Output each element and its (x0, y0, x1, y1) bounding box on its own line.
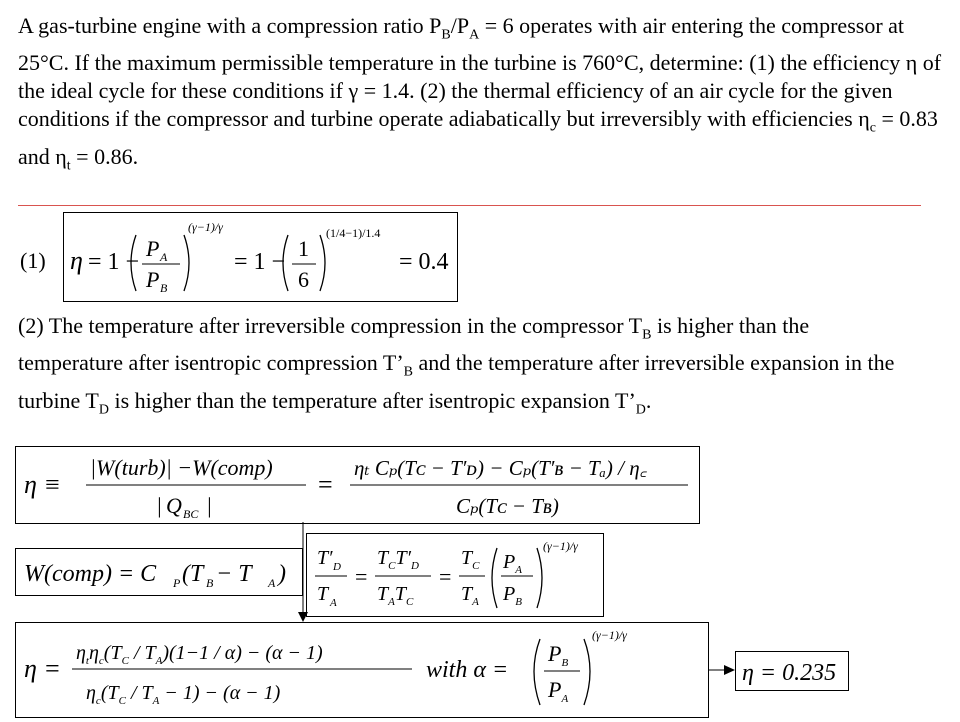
pb-den-sub: B (160, 281, 168, 295)
pb-den: P (146, 267, 160, 292)
wcomp-minus: − T (216, 561, 252, 587)
problem-sub-c: c (869, 120, 876, 136)
one-num: 1 (298, 236, 309, 261)
ratio-tc: $T_C$ (461, 547, 480, 572)
final-expression-box (15, 622, 709, 718)
eff-rnum: ηₜ Cₚ(Tᴄ − T′ᴅ) − Cₚ(T′ʙ − Tₐ) / η꜀ (354, 456, 647, 480)
final-rparen (584, 639, 590, 705)
eff-den-right: | (206, 493, 213, 518)
final-den: $\eta_c(T_C / T_A - 1) - (\alpha - 1)$ (86, 682, 281, 707)
eq3-text: = 0.4 (399, 249, 449, 275)
final-num: $\eta_t\eta_c(T_C / T_A)(1-1 / \alpha) - (\alpha - 1)$ (76, 642, 323, 667)
eta-symbol: η (70, 246, 83, 275)
part2-s1: (2) The temperature after irreversible compression in the compressor T (18, 313, 643, 338)
ratio-td-num: T′ (317, 547, 333, 569)
ratio-exp: (γ−1)/γ (543, 539, 578, 553)
eff-den-sub: BC (183, 507, 199, 521)
ratio-ta: $T_A$ (461, 583, 479, 608)
eff-rden: Cₚ(Tᴄ − Tʙ) (456, 494, 559, 518)
final-eta: η = (24, 654, 61, 683)
wcomp-sub-b: B (206, 576, 214, 590)
final-pb: $P_B$ (548, 641, 569, 669)
down-arrow-head (298, 612, 308, 622)
ratio-pa: $P_A$ (503, 551, 522, 576)
part2-s2: is higher than the temperature after isentropic compression T’ (18, 313, 810, 376)
problem-text-1: A gas-turbine engine with a compression ratio P (18, 13, 442, 38)
eff-den-left: | (156, 493, 163, 518)
problem-sub-t: t (66, 158, 71, 174)
part2-s1-sub: B (642, 327, 652, 343)
eq2-text: = 1 − (234, 249, 286, 275)
ratio-ta-sub: A (330, 597, 337, 609)
result-text: η = 0.235 (742, 660, 837, 686)
ratio-eq-2: = (439, 564, 452, 589)
ratio-ta-den: T (317, 583, 329, 605)
final-pa: $P_A$ (548, 677, 569, 705)
eff-num: |W(turb)| −W(comp) (90, 455, 273, 480)
wcomp-sub-p: P (173, 576, 181, 590)
eff-den-q: Q (166, 493, 182, 518)
problem-text-end: = 0.86. (70, 143, 139, 169)
part2-s3-sub: D (98, 402, 109, 418)
result-box (735, 651, 849, 691)
part2-s3: and the temperature after irreversible expansion in the turbine T (18, 350, 895, 413)
final-exp: (γ−1)/γ (592, 628, 627, 642)
six-den: 6 (298, 267, 309, 292)
exp2: (1/4−1)/1.4 (326, 226, 381, 240)
final-with: with α = (426, 657, 509, 683)
part2-s2-sub: B (403, 364, 414, 380)
result-equation (736, 652, 848, 690)
pa-num-sub: A (160, 250, 168, 264)
problem-text-slash: /P (450, 13, 470, 38)
right-arrow-head (724, 665, 735, 675)
ratio-td-sub: D (333, 561, 341, 573)
problem-sub-B: B (441, 27, 451, 43)
eff-eq: = (318, 470, 333, 499)
problem-sub-A: A (469, 27, 480, 43)
wcomp-sub-a: A (268, 576, 276, 590)
wcomp-text: W(comp) = C (24, 561, 157, 587)
eq1-text: = 1 − (88, 249, 140, 275)
final-lparen (534, 639, 540, 705)
ratio-eq-1: = (355, 564, 368, 589)
part2-s5: . (645, 387, 652, 413)
wcomp-text2: (T (182, 561, 204, 587)
problem-text-rest: = 6 operates with air entering the compressor at 25°C. If the maximum permissible temperature in the turbine is 760°C, determine: (1) the efficiency η of the ideal cycle for these conditions if γ = 1.4. (2) the thermal efficiency of an air cycle for the given conditions if the compressor and turbine operate adiabatically but irreversibly with efficiencies η (18, 13, 942, 132)
ratio-ta-tc: $T_AT_C$ (377, 583, 414, 608)
pa-num: P (146, 236, 160, 261)
part2-s4-sub: D (635, 402, 646, 418)
final-expression-equation (16, 623, 708, 717)
ratio-tc-td: $T_CT'_D$ (377, 547, 419, 572)
eff-lhs: η ≡ (24, 470, 61, 499)
wcomp-close: ) (278, 561, 286, 587)
problem-text-mid: = 0.83 and η (18, 106, 938, 169)
part2-s4: is higher than the temperature after isentropic expansion T’ (108, 387, 636, 413)
part1-label: (1) (20, 248, 46, 273)
ratio-pb: $P_B$ (503, 583, 522, 608)
exp1: (γ−1)/γ (188, 220, 223, 234)
